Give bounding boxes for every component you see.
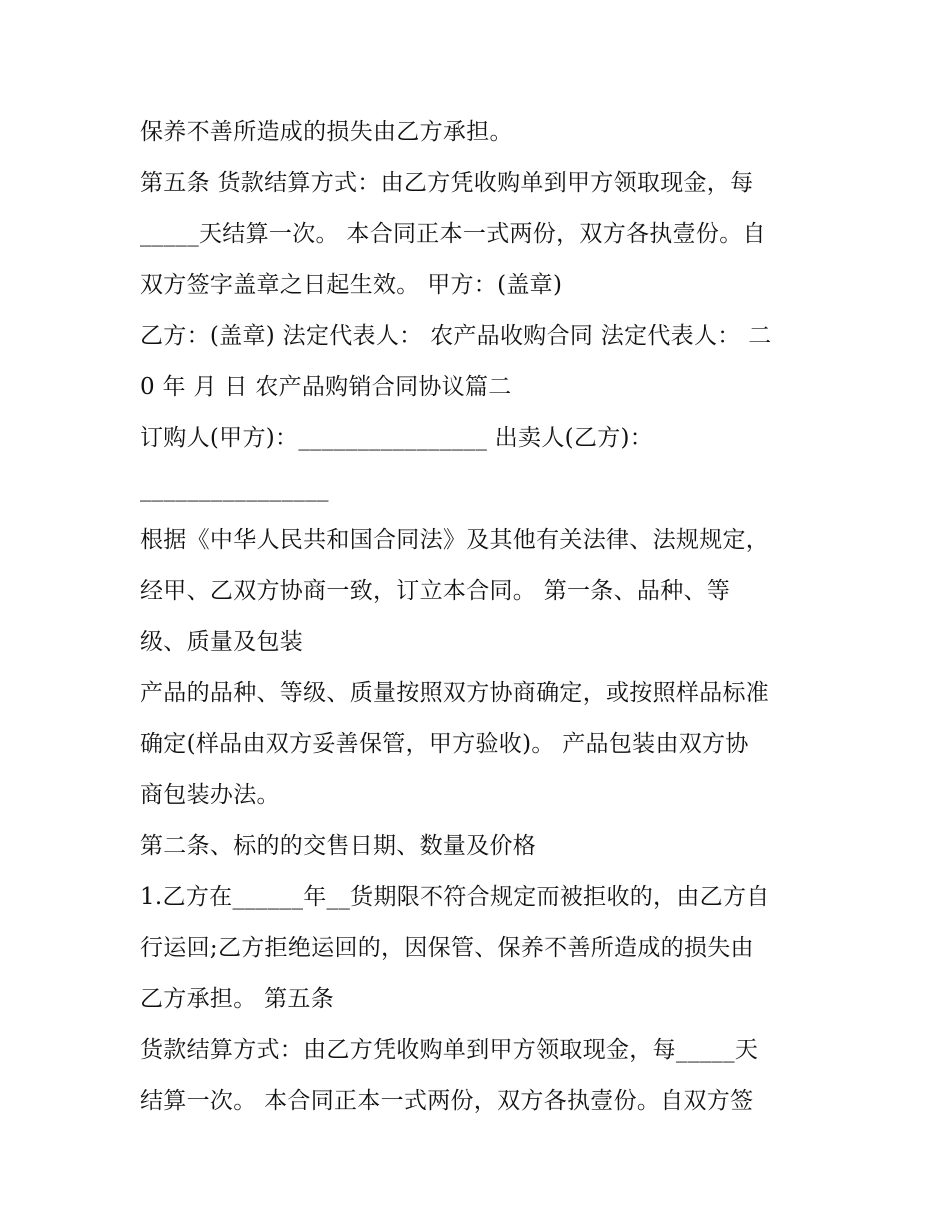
text-line: 0 年 月 日 农产品购销合同协议篇二 <box>140 374 512 400</box>
text-line: 商包装办法。 <box>140 782 280 808</box>
text-line: 第五条 货款结算方式：由乙方凭收购单到甲方领取现金，每 <box>140 170 754 196</box>
text-line: 乙方承担。 第五条 <box>140 986 335 1012</box>
text-line: 订购人(甲方)：________________ 出卖人(乙方)： <box>140 425 654 451</box>
text-line: 1.乙方在______年__货期限不符合规定而被拒收的，由乙方自 <box>140 884 770 910</box>
text-line: 货款结算方式：由乙方凭收购单到甲方领取现金，每_____天 <box>140 1037 759 1063</box>
text-line: 第二条、标的的交售日期、数量及价格 <box>140 833 537 859</box>
text-line: ________________ <box>140 476 329 502</box>
text-line: 结算一次。 本合同正本一式两份，双方各执壹份。自双方签 <box>140 1088 754 1114</box>
text-line: 确定(样品由双方妥善保管，甲方验收)。 产品包装由双方协 <box>140 731 749 757</box>
text-line: 行运回;乙方拒绝运回的，因保管、保养不善所造成的损失由 <box>140 935 754 961</box>
text-line: 经甲、乙双方协商一致，订立本合同。 第一条、品种、等 <box>140 578 731 604</box>
text-line: _____天结算一次。 本合同正本一式两份，双方各执壹份。自 <box>140 221 766 247</box>
text-line: 保养不善所造成的损失由乙方承担。 <box>140 119 513 145</box>
text-line: 乙方：(盖章) 法定代表人： 农产品收购合同 法定代表人： 二 <box>140 323 772 349</box>
text-line: 级、质量及包装 <box>140 629 304 655</box>
text-line: 产品的品种、等级、质量按照双方协商确定，或按照样品标准 <box>140 680 770 706</box>
document-body <box>140 107 820 1127</box>
text-line: 根据《中华人民共和国合同法》及其他有关法律、法规规定， <box>140 527 770 553</box>
text-line: 双方签字盖章之日起生效。 甲方：(盖章) <box>140 272 563 298</box>
